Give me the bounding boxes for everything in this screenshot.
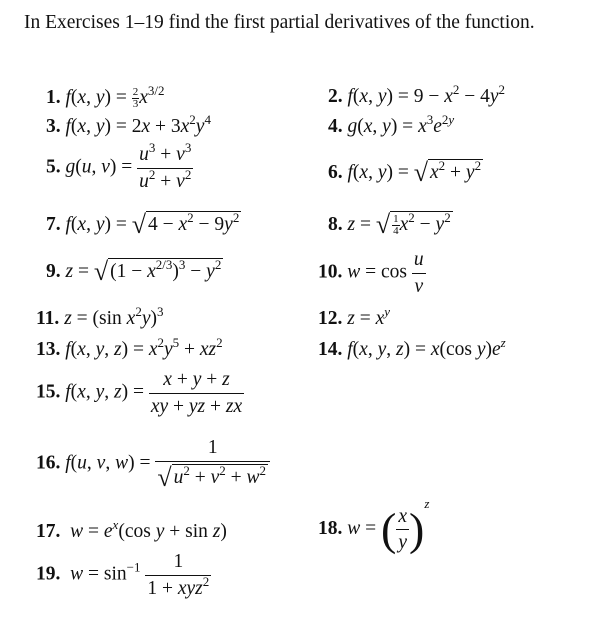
exercise-12: 12. $z = x^y$ xyxy=(318,304,391,329)
exercise-2: 2. f(x, $y) = 9 - x^2 - 4y^2$ xyxy=(328,82,506,107)
exercise-8: 8. z = √ $\frac{1}{4}$ $x^2 - y^2$ xyxy=(328,210,451,239)
exercise-number: 13. xyxy=(36,339,61,360)
exercise-number: 11. xyxy=(36,308,60,329)
exercise-number: 12. xyxy=(318,308,343,329)
exercise-number: 18. xyxy=(318,518,343,539)
exercise-13: 13. f(x, y, $z) = x^2y^5 + xz^2$ xyxy=(36,335,223,360)
exercise-number: 15. xyxy=(36,381,61,403)
exercise-7: 7. f(x, y) = √ $4 - x^2 - 9y^2$ xyxy=(46,210,240,239)
exercise-number: 17. xyxy=(36,521,61,542)
exercise-number: 2. xyxy=(328,86,343,107)
exercise-11: 11. z = (sin $x^2y)^3$ xyxy=(36,304,164,329)
exercise-number: 14. xyxy=(318,339,343,360)
exercise-number: 16. xyxy=(36,452,61,474)
exercise-19: 19. $w = \sin^{-1}$ $\frac{1}{1 + xyz^2}$ xyxy=(36,551,210,599)
exercise-number: 4. xyxy=(328,116,343,137)
exercise-number: 3. xyxy=(46,116,61,137)
exercise-4: 4. g(x, $y) = x^3e^{2y}$ xyxy=(328,112,455,137)
exercise-6: 6. f(x, y) = √ $x^2 + y^2$ xyxy=(328,158,482,187)
exercise-number: 19. xyxy=(36,563,61,585)
exercise-16: 16. f(u, v, w) = $\frac{1}{√ u^2 + v^2 + w^2}$ xyxy=(36,438,270,491)
exercise-number: 10. xyxy=(318,261,343,283)
exercise-9: 9. z = √ $(1 - x^{2/3})^3 - y^2$ xyxy=(46,257,222,286)
exercise-number: 1. xyxy=(46,86,61,108)
exercise-17: 17. $w = e^x(\cos$ y + sin z) xyxy=(36,517,227,542)
exercise-number: 8. xyxy=(328,214,343,235)
exercise-5: 5. g(u, v) = $\frac{u^3 + v^3}{u^2 + v^2}$ xyxy=(46,140,192,192)
instructions-text: In Exercises 1–19 find the first partial derivatives of the function. xyxy=(24,12,535,33)
exercise-18: 18. w = ( $\frac{x}{y}$ )$^z$ xyxy=(318,496,430,555)
exercise-number: 6. xyxy=(328,162,343,183)
exercise-14: 14. f(x, y, z) = x(cos $y)e^z$ xyxy=(318,335,506,360)
exercise-number: 9. xyxy=(46,261,61,282)
exercise-number: 7. xyxy=(46,214,61,235)
exercise-10: 10. w = cos $\frac{u}{v}$ xyxy=(318,249,424,297)
exercise-15: 15. f(x, y, z) = $\frac{x + y + z}{xy + yz + zx}$ xyxy=(36,369,243,417)
exercise-3: 3. f(x, $y) = 2x + 3x^2y^4$ xyxy=(46,112,211,137)
exercise-1: 1. f(x, y) = $\frac{2}{3}$ $x^{3/2}$ xyxy=(46,82,165,110)
exercise-number: 5. xyxy=(46,156,61,178)
